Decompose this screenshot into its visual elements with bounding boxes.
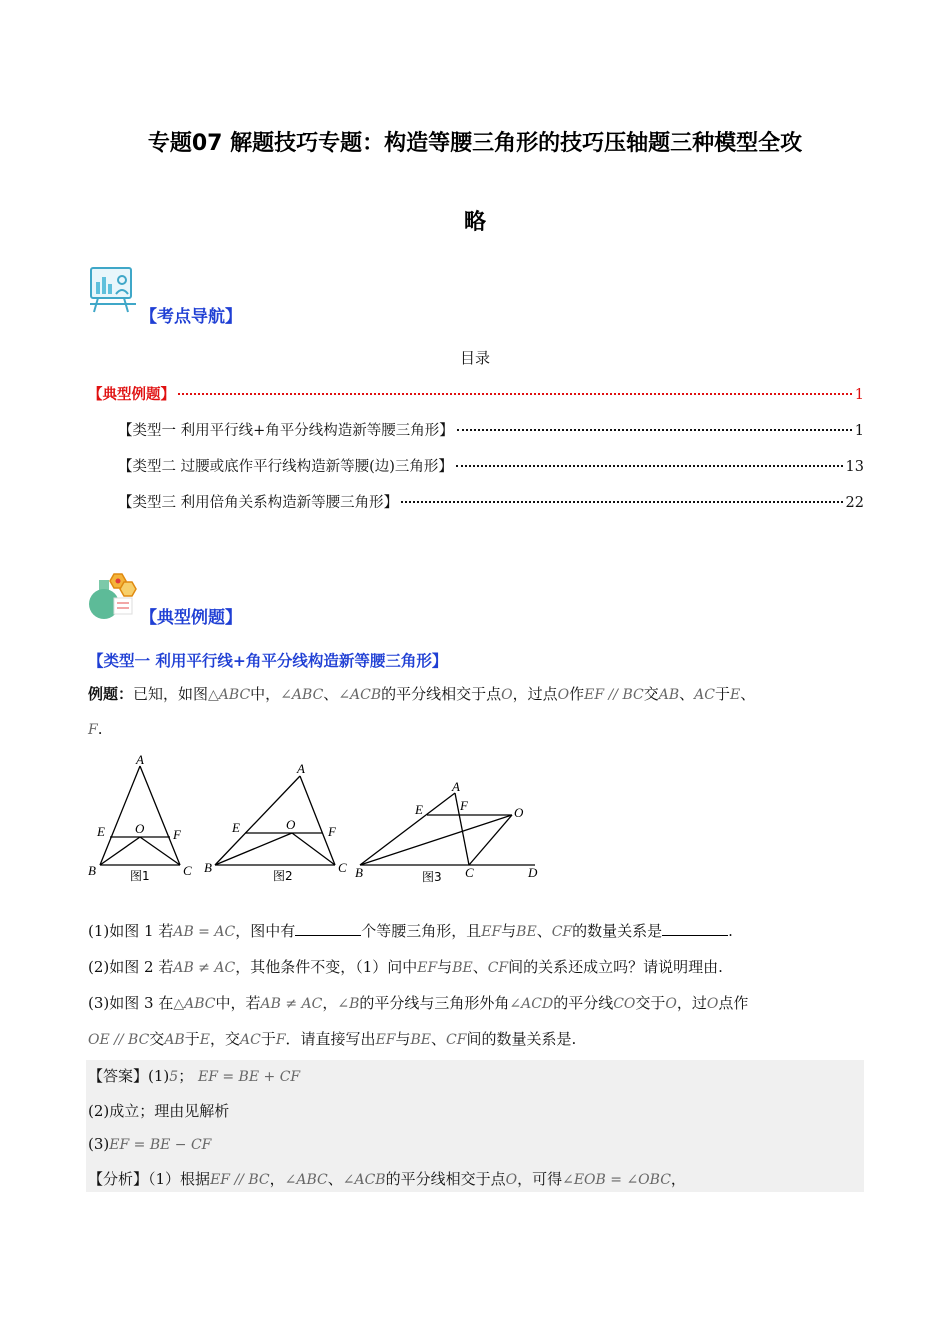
toc-item-page: 22	[845, 495, 864, 511]
text: 的平分线	[553, 994, 614, 1012]
page-title-line1: 专题07 解题技巧专题：构造等腰三角形的技巧压轴题三种模型全攻	[147, 131, 803, 156]
fig2-label-A: A	[297, 761, 305, 776]
fig2-label-C: C	[338, 860, 347, 875]
toc-item-type3[interactable]	[118, 491, 864, 512]
fig3-label-O: O	[514, 805, 524, 820]
math: EF = BE − CF	[109, 1137, 212, 1153]
math: AB	[658, 687, 680, 703]
text: 的平分线相交于点	[385, 1170, 506, 1188]
math: ∠ABC	[284, 1172, 328, 1188]
fig1-label-C: C	[183, 863, 192, 878]
answer-label: 【答案】	[88, 1067, 149, 1085]
figure-2	[204, 761, 347, 883]
math: ∠ABC	[280, 687, 324, 703]
geometry-figures	[80, 748, 550, 888]
text: ，其他条件不变，（1）问中	[235, 958, 418, 976]
text: 、	[323, 685, 339, 703]
text: .	[97, 720, 103, 738]
text: 交	[149, 1030, 165, 1048]
text: (2)如图 2 若	[88, 958, 174, 976]
text: 于	[184, 1030, 200, 1048]
text: ；	[178, 1067, 194, 1085]
math: CF	[551, 924, 573, 940]
toc-item-label: 【类型二 过腰或底作平行线构造新等腰(边)三角形】	[118, 459, 453, 475]
text: 中，若	[215, 994, 261, 1012]
text: 于	[714, 685, 730, 703]
fig3-label-A: A	[452, 779, 460, 794]
text: 间的数量关系是.	[466, 1030, 577, 1048]
fig3-label-B: B	[355, 865, 363, 880]
math: O	[706, 996, 719, 1012]
text: 与	[395, 1030, 411, 1048]
answer-line3	[88, 1133, 211, 1156]
text: (1)	[148, 1067, 170, 1085]
text: 交	[643, 685, 659, 703]
text: 中，	[250, 685, 281, 703]
math: E	[199, 1032, 210, 1048]
toc-item-page: 1	[854, 387, 864, 403]
text: ，可得	[517, 1170, 563, 1188]
math: △ABC	[208, 687, 251, 703]
text: 、	[472, 958, 488, 976]
fig1-caption: 图1	[130, 869, 150, 883]
fig3-caption: 图3	[422, 870, 442, 884]
page-title-line2: 略	[463, 210, 486, 235]
text: 、	[536, 922, 552, 940]
toc-item-page: 1	[854, 423, 864, 439]
fig2-label-E: E	[232, 820, 240, 835]
text: ，	[269, 1170, 285, 1188]
text: 已知，如图	[133, 685, 209, 703]
text: (3)	[88, 1135, 110, 1153]
text: ，图中有	[235, 922, 296, 940]
question-3-line1	[88, 992, 868, 1015]
math: ∠ACB	[342, 1172, 386, 1188]
question-2	[88, 956, 868, 979]
math: E	[729, 687, 741, 703]
math: AB = AC	[173, 924, 236, 940]
text: 、	[431, 1030, 447, 1048]
text: ，	[322, 994, 338, 1012]
example-label: 例题：	[88, 685, 134, 703]
math: CF	[446, 1032, 467, 1048]
text: 的数量关系是	[572, 922, 663, 940]
text: 间的关系还成立吗？请说明理由.	[508, 958, 723, 976]
text: ，	[670, 1170, 686, 1188]
math: △ABC	[173, 996, 216, 1012]
answer-line1	[88, 1065, 300, 1088]
text: 个等腰三角形，且	[361, 922, 482, 940]
toc-item-page: 13	[845, 459, 864, 475]
math: ∠ACD	[509, 996, 554, 1012]
figure-3	[355, 779, 538, 884]
toc-item-type1[interactable]	[118, 419, 864, 440]
text: (1)如图 1 若	[88, 922, 174, 940]
example-line1	[88, 683, 868, 706]
math: O	[501, 687, 513, 703]
math: AC	[239, 1032, 261, 1048]
text: 、	[679, 685, 695, 703]
math: O	[557, 687, 570, 703]
toc-heading: 目录	[459, 349, 490, 367]
fig2-label-F: F	[328, 824, 336, 839]
toc-leader	[456, 465, 843, 467]
text: .	[728, 922, 733, 940]
section-heading: 【典型例题】	[140, 608, 242, 628]
fig1-label-O: O	[135, 821, 145, 836]
fig3-label-C: C	[465, 865, 474, 880]
text: 与	[437, 958, 453, 976]
question-3-line2	[88, 1028, 868, 1051]
fig3-BO	[360, 815, 512, 865]
toc-item-type2[interactable]	[118, 455, 864, 476]
text: ，过	[676, 994, 707, 1012]
nav-heading: 【考点导航】	[140, 307, 242, 327]
fig3-BA	[360, 793, 455, 865]
fig2-caption: 图2	[273, 869, 293, 883]
toc-item-label: 【典型例题】	[88, 386, 175, 403]
analysis-label: 【分析】	[88, 1170, 149, 1188]
answer-blank[interactable]	[662, 921, 728, 936]
text: 于	[260, 1030, 276, 1048]
math: 5	[169, 1069, 179, 1085]
fig1-label-B: B	[88, 863, 96, 878]
math: CO	[613, 996, 636, 1012]
math: BE	[516, 924, 537, 940]
text: 与	[501, 922, 517, 940]
fig3-label-D: D	[528, 865, 538, 880]
math: O	[505, 1172, 518, 1188]
fig2-label-O: O	[286, 817, 296, 832]
text: ．请直接写出	[285, 1030, 376, 1048]
text: 的平分线与三角形外角	[359, 994, 510, 1012]
toc-leader	[178, 393, 852, 395]
math: OE // BC	[88, 1032, 150, 1048]
math: EF // BC	[210, 1172, 270, 1188]
math: BE	[452, 960, 473, 976]
math: CF	[487, 960, 509, 976]
text: ，过点	[512, 685, 558, 703]
fig3-label-E: E	[415, 802, 423, 817]
fig1-label-A: A	[136, 752, 144, 767]
fig1-label-F: F	[173, 827, 181, 842]
math: AB ≠ AC	[173, 960, 236, 976]
text: 、	[740, 685, 756, 703]
question-1	[88, 920, 868, 943]
math: ∠EOB = ∠OBC	[562, 1172, 671, 1188]
math: AB	[164, 1032, 185, 1048]
example-line2	[88, 718, 103, 741]
fig1-AC	[140, 766, 180, 865]
answer-blank[interactable]	[295, 921, 361, 936]
fig1-AB	[100, 766, 140, 865]
text: 点作	[718, 994, 749, 1012]
flask-icon	[86, 570, 138, 622]
text: (3)如图 3 在	[88, 994, 174, 1012]
math: EF	[417, 960, 438, 976]
math: EF = BE + CF	[197, 1069, 301, 1085]
math: EF	[481, 924, 502, 940]
toc-leader	[457, 429, 852, 431]
fig1-label-E: E	[97, 824, 105, 839]
toc-item-label: 【类型一 利用平行线+角平分线构造新等腰三角形】	[118, 423, 454, 439]
text: 交于	[635, 994, 666, 1012]
math: ∠B	[337, 996, 360, 1012]
toc-leader	[401, 501, 842, 503]
fig2-label-B: B	[204, 860, 212, 875]
analysis-line1	[88, 1168, 864, 1191]
fig2-BO	[215, 833, 292, 865]
figure-1	[88, 752, 192, 883]
toc-item-typical[interactable]	[88, 383, 864, 404]
math: EF // BC	[584, 687, 644, 703]
math: EF	[375, 1032, 396, 1048]
math: F	[275, 1032, 286, 1048]
text: ，交	[209, 1030, 240, 1048]
text: （1）根据	[148, 1170, 211, 1188]
text: 、	[327, 1170, 343, 1188]
math: AB ≠ AC	[260, 996, 323, 1012]
math: O	[665, 996, 677, 1012]
text: 的平分线相交于点	[381, 685, 502, 703]
fig3-label-F: F	[460, 798, 468, 813]
math: ∠ACB	[338, 687, 382, 703]
math: BE	[410, 1032, 432, 1048]
type1-heading: 【类型一 利用平行线+角平分线构造新等腰三角形】	[88, 652, 448, 670]
text: 作	[569, 685, 585, 703]
math: F	[88, 722, 98, 738]
whiteboard-icon	[88, 264, 138, 316]
math: AC	[694, 687, 715, 703]
answer-line2: (2)成立；理由见解析	[88, 1102, 230, 1120]
toc-item-label: 【类型三 利用倍角关系构造新等腰三角形】	[118, 495, 399, 511]
